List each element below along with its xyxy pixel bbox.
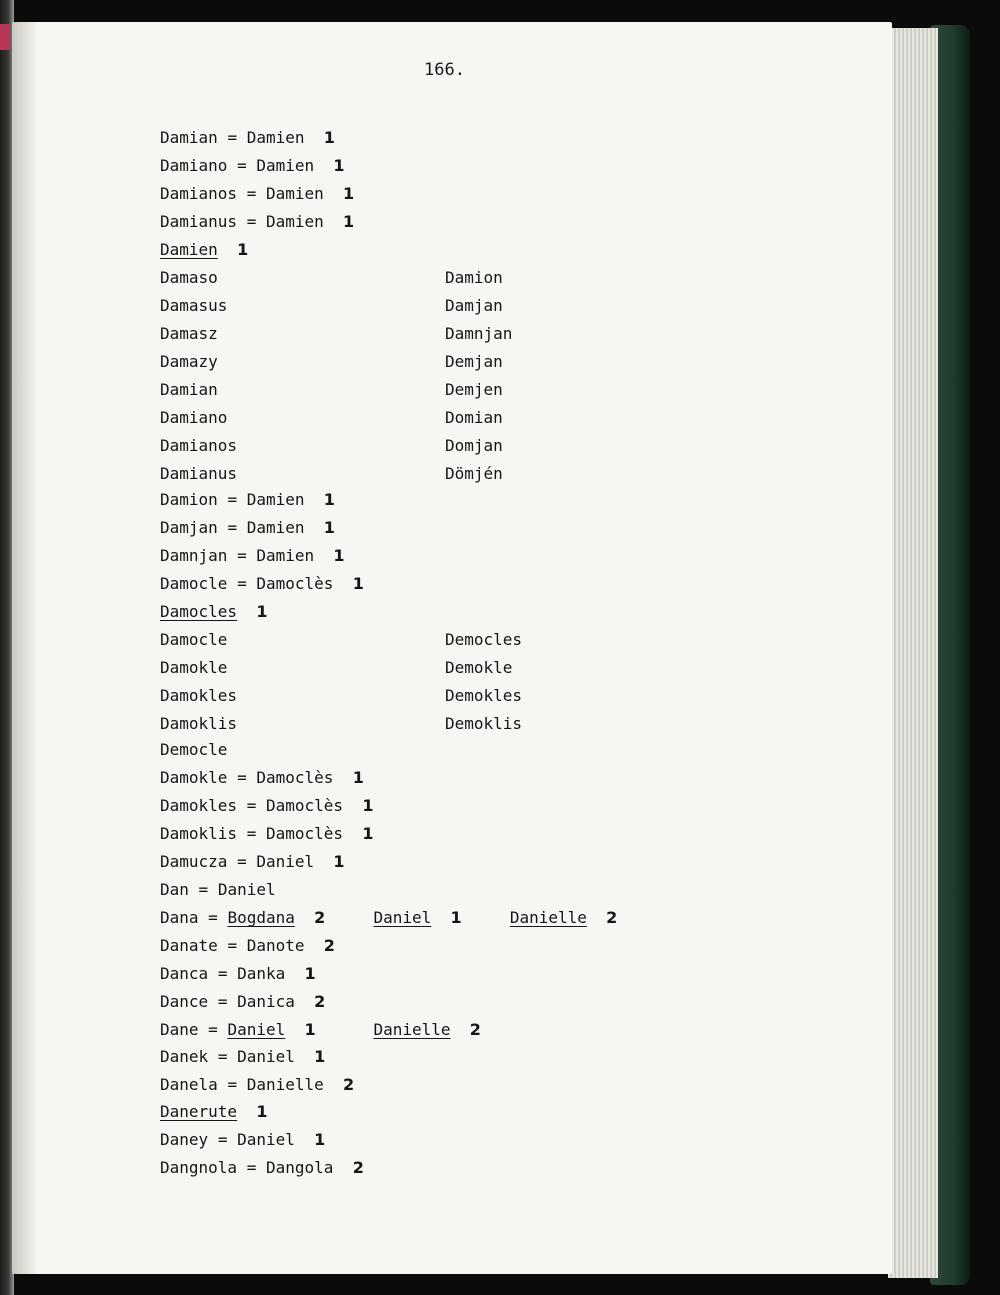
variant-left: Damian [160,380,218,399]
variant-left: Damiano [160,408,228,427]
headword-entry: Danerute 1 [160,1102,268,1121]
entry-line: Damokles = Damoclès 1 [160,796,374,815]
variant-right: Domian [445,408,503,427]
entry-line: Damiano = Damien 1 [160,156,345,175]
entry-line: Damnjan = Damien 1 [160,546,345,565]
entry-line: Damian = Damien 1 [160,128,335,147]
variant-right: Damion [445,268,503,287]
entry-line: Damucza = Daniel 1 [160,852,345,871]
variant-right: Demoklis [445,714,523,733]
variant-right: Domjan [445,436,503,455]
variant-right: Democles [445,630,523,649]
entry-line: Daney = Daniel 1 [160,1130,326,1149]
entry-line: Dana = Bogdana 2 Daniel 1 Danielle 2 [160,908,618,927]
entry-line: Dan = Daniel [160,880,276,899]
entry-line: Damocle = Damoclès 1 [160,574,364,593]
variant-left: Damoklis [160,714,238,733]
bookmark-ribbon [0,24,10,50]
entry-line: Danek = Daniel 1 [160,1047,326,1066]
page-edges [888,28,938,1278]
variant-left: Damokles [160,686,238,705]
variant-right: Damjan [445,296,503,315]
entry-line: Damoklis = Damoclès 1 [160,824,374,843]
entry-line: Dance = Danica 2 [160,992,326,1011]
variant-left: Damasus [160,296,228,315]
variant-right: Demokles [445,686,523,705]
variant-left: Damianos [160,436,238,455]
variant-left: Damasz [160,324,218,343]
variant-right: Demjen [445,380,503,399]
entry-line: Dangnola = Dangola 2 [160,1158,364,1177]
variant-right: Demokle [445,658,513,677]
variant-left: Damocle [160,630,228,649]
entry-line: Danca = Danka 1 [160,964,316,983]
entry-line: Damianus = Damien 1 [160,212,355,231]
entry-line: Danela = Danielle 2 [160,1075,355,1094]
variant-left: Damaso [160,268,218,287]
variant-left: Democle [160,740,228,759]
entry-line: Damjan = Damien 1 [160,518,335,537]
entry-line: Dane = Daniel 1 Danielle 2 [160,1020,481,1039]
variant-left: Damazy [160,352,218,371]
headword-entry: Damocles 1 [160,602,268,621]
variant-right: Dömjén [445,464,503,483]
entry-line: Damion = Damien 1 [160,490,335,509]
page-number: 166. [424,60,465,80]
variant-right: Demjan [445,352,503,371]
variant-right: Damnjan [445,324,513,343]
entry-line: Damokle = Damoclès 1 [160,768,364,787]
entry-line: Danate = Danote 2 [160,936,335,955]
variant-left: Damokle [160,658,228,677]
entry-line: Damianos = Damien 1 [160,184,355,203]
variant-left: Damianus [160,464,238,483]
headword-entry: Damien 1 [160,240,249,259]
